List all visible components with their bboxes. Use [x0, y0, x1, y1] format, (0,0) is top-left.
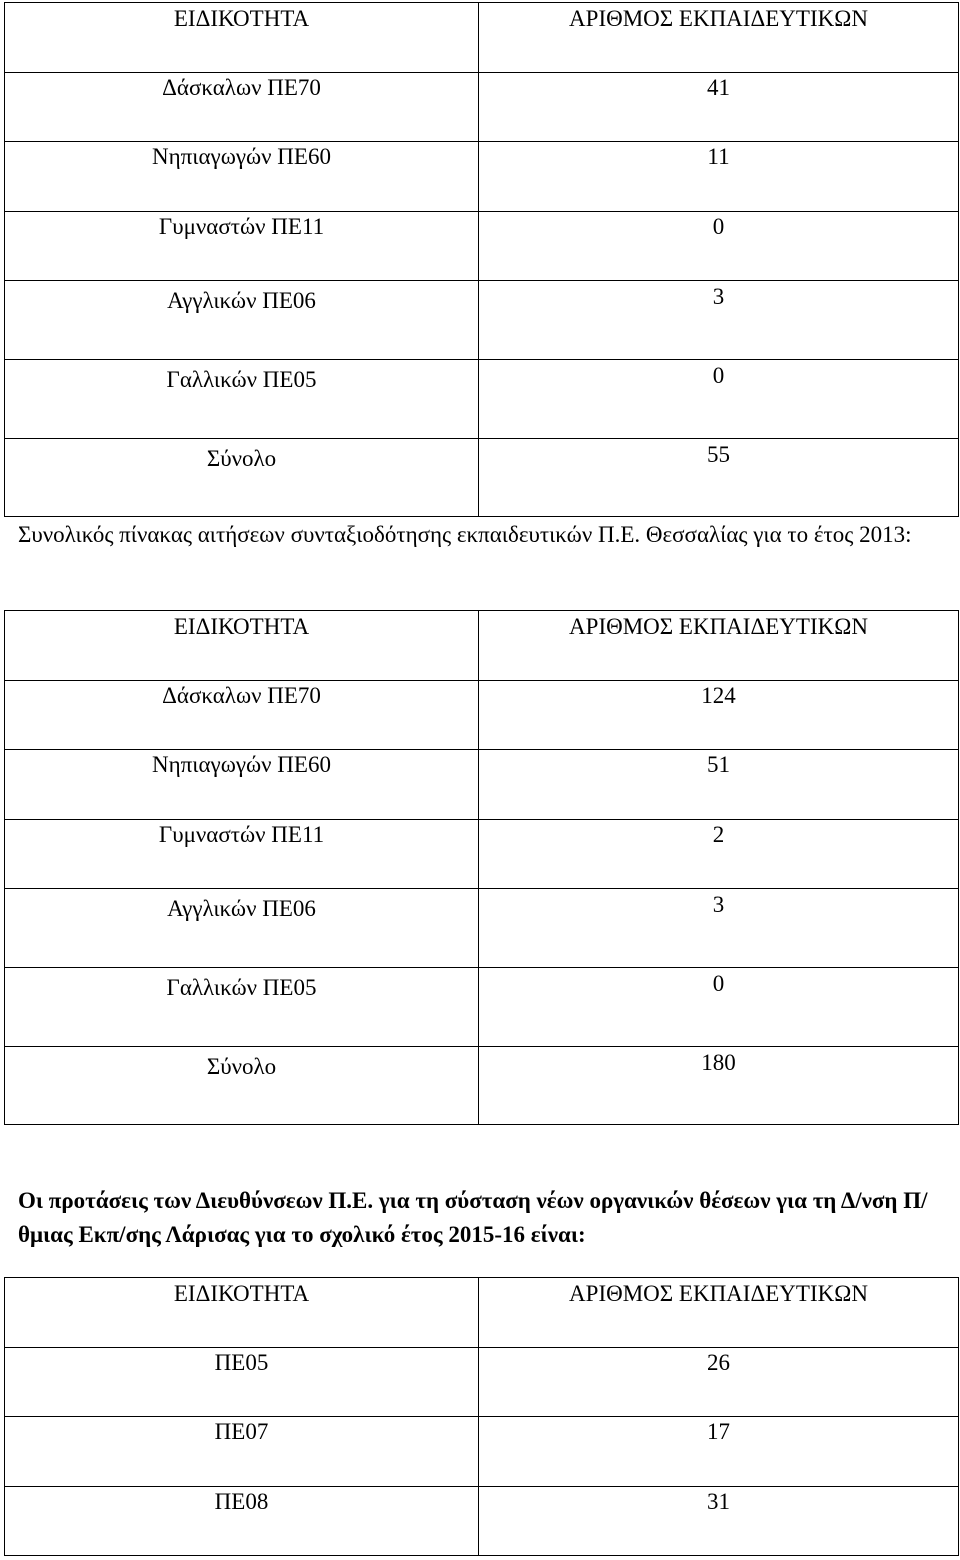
- table-header-row: [5, 1278, 959, 1348]
- count-cell: 17: [707, 1419, 730, 1444]
- table-new-positions-2015-16: [4, 1277, 959, 1556]
- count-cell: 11: [707, 144, 730, 169]
- total-label: Σύνολο: [206, 1054, 277, 1079]
- count-cell: 0: [712, 214, 725, 239]
- table-row: [5, 681, 959, 750]
- specialty-cell: ΠΕ05: [214, 1350, 269, 1375]
- new-positions-caption: Οι προτάσεις των Διευθύνσεων Π.Ε. για τη σύσταση νέων οργανικών θέσεων για τη Δ/νση Π/θμιας Εκπ/σης Λάρισας για το σχολικό έτος 2015-16 είναι:: [18, 1188, 928, 1247]
- specialty-cell: Γυμναστών ΠΕ11: [158, 214, 325, 239]
- table-row: [5, 750, 959, 820]
- table-retirements-2013: [4, 610, 959, 1125]
- specialty-cell: Νηπιαγωγών ΠΕ60: [152, 144, 331, 169]
- header-specialty: ΕΙΔΙΚΟΤΗΤΑ: [173, 6, 310, 31]
- specialty-cell: Νηπιαγωγών ΠΕ60: [152, 752, 331, 777]
- table-header-row: [5, 611, 959, 681]
- total-value: 55: [707, 442, 730, 467]
- total-value: 180: [701, 1050, 736, 1075]
- table-row: [5, 820, 959, 889]
- table-row: [5, 212, 959, 281]
- table-row: [5, 1348, 959, 1417]
- table-row: [5, 360, 959, 439]
- count-cell: 51: [707, 752, 730, 777]
- specialty-cell: Αγγλικών ΠΕ06: [167, 896, 316, 921]
- table-row: [5, 73, 959, 142]
- table-row: [5, 142, 959, 212]
- header-specialty: ΕΙΔΙΚΟΤΗΤΑ: [173, 1281, 310, 1306]
- table-total-row: [5, 439, 959, 517]
- table-row: [5, 1417, 959, 1487]
- header-specialty: ΕΙΔΙΚΟΤΗΤΑ: [173, 614, 310, 639]
- total-label: Σύνολο: [206, 446, 277, 471]
- specialty-cell: Γαλλικών ΠΕ05: [166, 975, 317, 1000]
- retirements-2013-caption: Συνολικός πίνακας αιτήσεων συνταξιοδότησης εκπαιδευτικών Π.Ε. Θεσσαλίας για το έτος 2013:: [18, 522, 912, 547]
- table-total-row: [5, 1047, 959, 1125]
- count-cell: 3: [712, 892, 725, 917]
- header-teacher-count: ΑΡΙΘΜΟΣ ΕΚΠΑΙΔΕΥΤΙΚΩΝ: [569, 614, 868, 639]
- table-row: [5, 281, 959, 360]
- specialty-cell: ΠΕ07: [214, 1419, 269, 1444]
- specialty-cell: Αγγλικών ΠΕ06: [167, 288, 316, 313]
- header-teacher-count: ΑΡΙΘΜΟΣ ΕΚΠΑΙΔΕΥΤΙΚΩΝ: [569, 1281, 868, 1306]
- table-row: [5, 889, 959, 968]
- count-cell: 0: [712, 363, 725, 388]
- specialty-cell: Γυμναστών ΠΕ11: [158, 822, 325, 847]
- count-cell: 0: [712, 971, 725, 996]
- specialty-cell: ΠΕ08: [214, 1489, 269, 1514]
- table-row: [5, 968, 959, 1047]
- count-cell: 41: [707, 75, 730, 100]
- header-teacher-count: ΑΡΙΘΜΟΣ ΕΚΠΑΙΔΕΥΤΙΚΩΝ: [569, 6, 868, 31]
- count-cell: 2: [712, 822, 725, 847]
- table-row: [5, 1487, 959, 1556]
- count-cell: 3: [712, 284, 725, 309]
- specialty-cell: Γαλλικών ΠΕ05: [166, 367, 317, 392]
- count-cell: 124: [701, 683, 736, 708]
- count-cell: 31: [707, 1489, 730, 1514]
- specialty-cell: Δάσκαλων ΠΕ70: [162, 683, 321, 708]
- table-header-row: [5, 3, 959, 73]
- specialty-cell: Δάσκαλων ΠΕ70: [162, 75, 321, 100]
- table-retirements-2012: [4, 2, 959, 517]
- count-cell: 26: [707, 1350, 730, 1375]
